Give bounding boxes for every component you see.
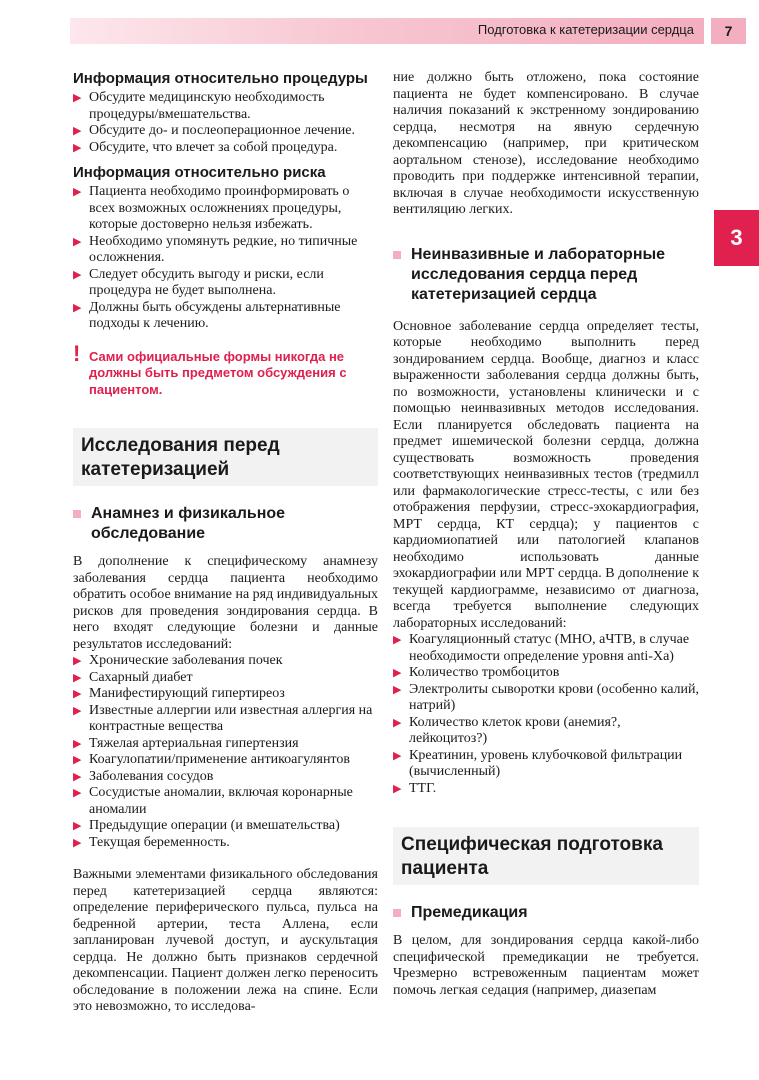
bullet-icon: ▶ (393, 715, 402, 729)
list-item: ▶ Пациента необходимо проинформировать о всех возможных осложнениях процедуры, которые достоверно нельзя избежать. (73, 184, 350, 232)
bullet-icon: ▶ (73, 185, 82, 198)
list-item: ▶ Коагуляционный статус (МНО, аЧТВ, в случае необходимости определение уровня anti-Xa) (393, 632, 690, 664)
list-item: ▶ Электролиты сыворотки крови (особенно калий, натрий) (393, 681, 700, 713)
bullet-icon: ▶ (73, 819, 82, 832)
bullet-icon: ▶ (393, 666, 402, 679)
list-item: ▶ ТТГ. (393, 780, 437, 796)
bullet-icon: ▶ (393, 781, 402, 795)
header-band (70, 18, 704, 44)
list-item: ▶ Сосудистые аномалии, включая коронарные аномалии (73, 785, 353, 817)
premed-text: В целом, для зондирования сердца какой-либо специфической премедикации не требуется. Чрезмерно встревоженным пациентам может помочь легкая седация (например, диазепам (393, 933, 699, 998)
lab-tests-list (393, 632, 699, 797)
list-item: ▶ Необходимо упомянуть редкие, но типичные осложнения. (73, 233, 358, 265)
list-item: ▶ Количество клеток крови (анемия?, лейкоцитоз?) (393, 714, 621, 746)
list-item: ▶ Обсудите до- и послеоперационное лечение. (73, 123, 355, 138)
physical-exam-text: Важными элементами физикального обследования перед катетеризацией сердца являются: определение периферического пульса, пульса на бедренной артерии, теста Аллена, если запланирован лучевой доступ, и аускультация сердца. Не должно быть признаков сердечной декомпенсации. Пациент должен легко переносить обследование в положении лежа на спине. Если это невозможно, то исследова- (73, 867, 378, 1014)
list-item: ▶ Креатинин, уровень клубочковой фильтрации (вычисленный) (393, 747, 683, 779)
list-item: ▶ Коагулопатии/применение антикоагулянтов (73, 752, 350, 767)
bullet-icon: ▶ (73, 140, 82, 154)
risk-info-list (73, 184, 378, 333)
exclamation-icon: ! (73, 340, 81, 366)
risk-factors-list (73, 653, 378, 851)
list-item: ▶ Известные аллергии или известная аллергия на контрастные вещества (73, 702, 373, 734)
warning-note (73, 340, 378, 399)
bullet-icon: ▶ (73, 300, 82, 314)
noninvasive-heading-block (393, 245, 699, 305)
bullet-icon: ▶ (393, 633, 402, 646)
list-item: ▶ Должны быть обсуждены альтернативные подходы к лечению. (73, 299, 341, 331)
list-item: ▶ Предыдущие операции (и вмешательства) (73, 818, 340, 833)
list-item: ▶ Обсудите медицинскую необходимость процедуры/вмешательства. (73, 90, 325, 122)
procedure-info-heading: Информация относительно процедуры (73, 70, 368, 87)
chapter-tab[interactable]: 3 (714, 210, 759, 266)
bullet-icon: ▶ (393, 682, 402, 696)
bullet-icon: ▶ (73, 703, 82, 717)
list-item: ▶ Обсудите, что влечет за собой процедура. (73, 139, 338, 155)
anamnesis-heading-block (73, 504, 378, 544)
premed-heading-block (393, 903, 699, 923)
bullet-icon: ▶ (73, 736, 82, 750)
left-column (73, 70, 378, 1016)
bullet-icon: ▶ (73, 835, 82, 849)
procedure-info-list (73, 90, 378, 156)
continuation-text: ние должно быть отложено, пока состояние пациента не будет компенсировано. В случае наличия показаний к экстренному зондированию сердца, несмотря на явную сердечную декомпенсацию (например, при критическом аортальном стенозе), исследование необходимо проводить при поддержке интенсивной терапии, включая в случае необходимости искусственную вентиляцию легких. (393, 70, 699, 217)
list-item: ▶ Заболевания сосудов (73, 768, 214, 784)
list-item: ▶ Сахарный диабет (73, 669, 193, 685)
running-header-title: Подготовка к катетеризации сердца (477, 22, 694, 37)
bullet-icon: ▶ (73, 267, 82, 281)
list-item: ▶ Следует обсудить выгоду и риски, если процедура не будет выполнена. (73, 266, 324, 298)
bullet-icon: ▶ (73, 769, 82, 783)
noninvasive-heading: Неинвазивные и лабораторные исследования сердца перед катетеризацией сердца (411, 245, 666, 303)
bullet-icon: ▶ (73, 91, 82, 104)
section-title-preparation: Специфическая подготовка пациента (393, 827, 699, 885)
section-square-icon (73, 510, 81, 518)
section-square-icon (393, 251, 401, 259)
page-number: 7 (711, 18, 746, 44)
bullet-icon: ▶ (73, 124, 82, 137)
bullet-icon: ▶ (393, 748, 402, 762)
list-item: ▶ Количество тромбоцитов (393, 665, 560, 680)
bullet-icon: ▶ (73, 654, 82, 667)
list-item: ▶ Тяжелая артериальная гипертензия (73, 735, 299, 751)
warning-text: Сами официальные формы никогда не должны быть предметом обсуждения с пациентом. (89, 348, 347, 397)
bullet-icon: ▶ (73, 687, 82, 700)
list-item: ▶ Текущая беременность. (73, 834, 230, 850)
anamnesis-heading: Анамнез и физикальное обследование (91, 505, 286, 542)
risk-info-heading: Информация относительно риска (73, 164, 326, 181)
list-item: ▶ Хронические заболевания почек (73, 653, 283, 668)
section-title-examinations: Исследования перед катетеризацией (73, 428, 378, 486)
right-column (393, 70, 699, 999)
premed-heading: Премедикация (411, 904, 528, 921)
bullet-icon: ▶ (73, 753, 82, 766)
bullet-icon: ▶ (73, 670, 82, 684)
noninvasive-text: Основное заболевание сердца определяет тесты, которые необходимо выполнить перед зондированием сердца. Вообще, диагноз и класс выраженности заболевания сердца должны быть, по возможности, установлены клинически и с помощью неинвазивных методов исследования. Если планируется обследовать пациента на предмет ишемической болезни сердца, должна существовать возможность проведения соответствующих неинвазивных тестов (тредмилл или фармакологические стресс-тесты, с или без отображения перфузии, стресс-эхокардиография, МРТ сердца, КТ сердца); у пациентов с кардиомиопатией или патологией клапанов необходимо использовать данные эхокардиографии или МРТ сердца. В дополнение к текущей кардиограмме, независимо от диагноза, всегда требуется выполнение следующих лабораторных исследований: (393, 318, 699, 631)
anamnesis-intro: В дополнение к специфическому анамнезу заболевания сердца пациента необходимо обратить особое внимание на ряд индивидуальных рисков для проведения зондирования сердца. В него входят следующие болезни и данные результатов исследований: (73, 554, 378, 652)
bullet-icon: ▶ (73, 234, 82, 248)
section-square-icon (393, 909, 401, 917)
bullet-icon: ▶ (73, 786, 82, 799)
list-item: ▶ Манифестирующий гипертиреоз (73, 686, 285, 701)
